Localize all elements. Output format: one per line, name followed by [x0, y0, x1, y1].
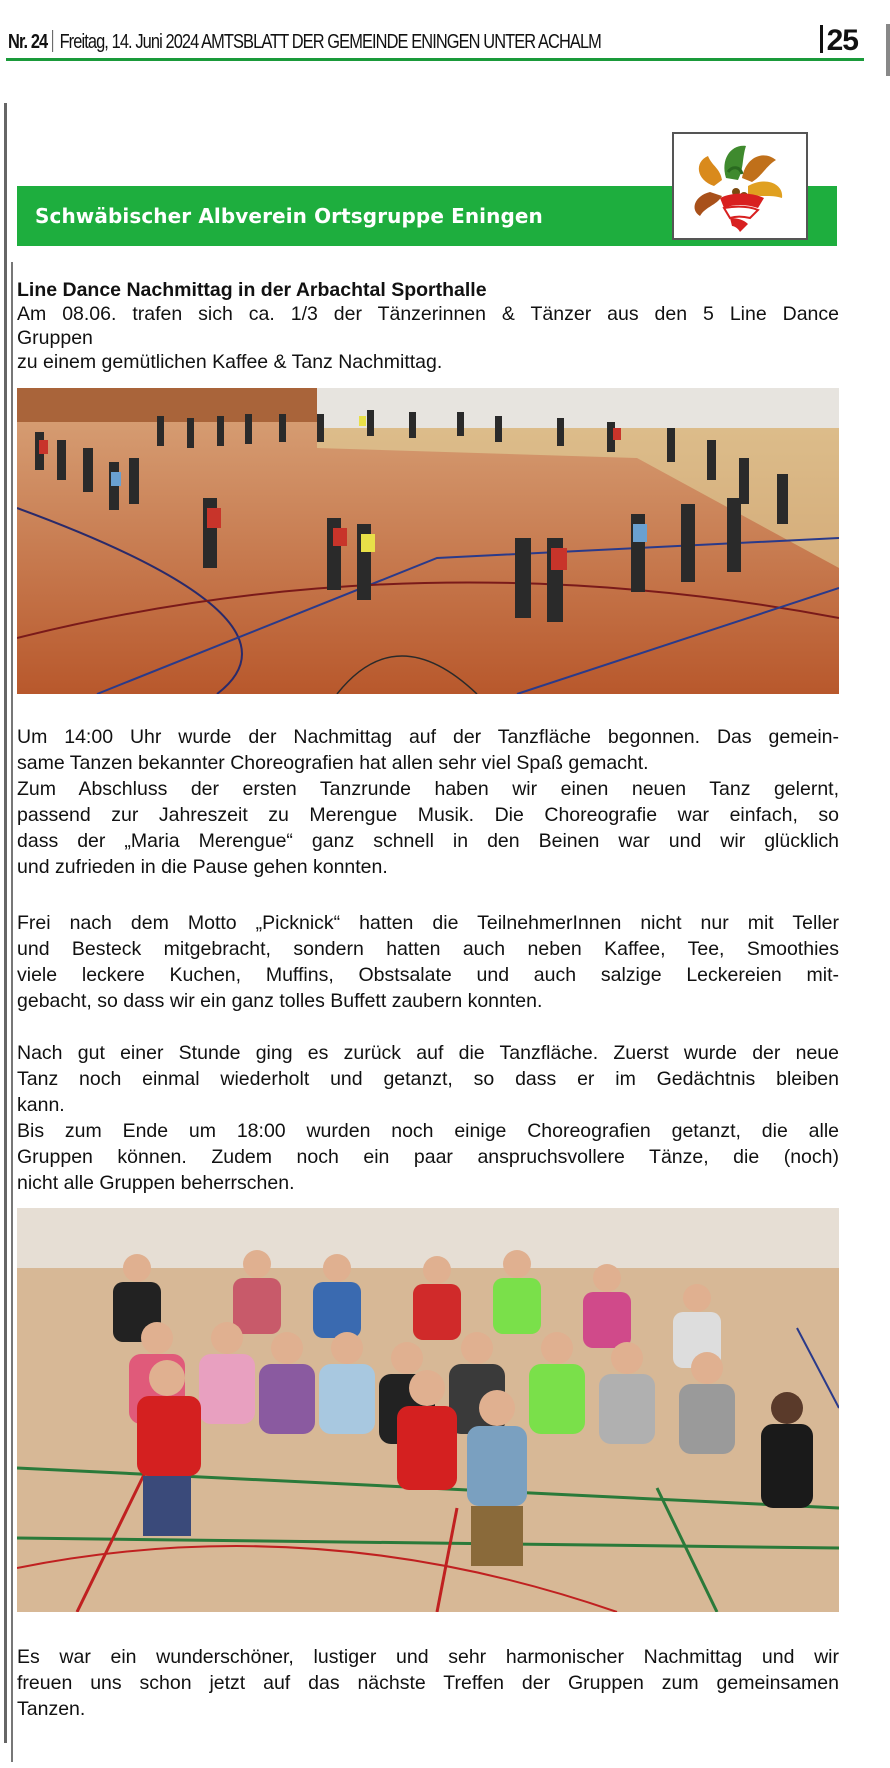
text-line: passend zur Jahreszeit zu Merengue Musik. Die Choreografie war einfach, so — [17, 804, 839, 826]
text-line: same Tanzen bekannter Choreografien hat allen sehr viel Spaß gemacht. — [17, 752, 649, 774]
text-line: freuen uns schon jetzt auf das nächste Treffen der Gruppen zum gemeinsamen — [17, 1672, 839, 1694]
paragraph-4 — [17, 1118, 839, 1196]
issue-number: Nr. 24 — [8, 31, 48, 53]
paragraph-2 — [17, 910, 839, 1014]
intro-line: Am 08.06. trafen sich ca. 1/3 der Tänzerinnen & Tänzer aus den 5 Line Dance — [17, 303, 839, 325]
intro-line: Gruppen — [17, 327, 93, 349]
header-left — [8, 30, 601, 54]
text-line: Zum Abschluss der ersten Tanzrunde haben wir einen neuen Tanz gelernt, — [17, 778, 839, 800]
text-line: Frei nach dem Motto „Picknick“ hatten die TeilnehmerInnen nicht nur mit Teller — [17, 912, 839, 934]
text-line: Es war ein wunderschöner, lustiger und sehr harmonischer Nachmittag und wir — [17, 1646, 839, 1668]
article — [17, 278, 839, 374]
header-separator — [52, 30, 53, 52]
paragraph-1 — [17, 724, 839, 880]
oak-leaves-icon — [686, 136, 796, 236]
text-line: nicht alle Gruppen beherrschen. — [17, 1172, 295, 1194]
closing-paragraph — [17, 1644, 839, 1722]
header-vertical-rule — [886, 24, 890, 76]
photo-group — [17, 1208, 839, 1612]
page-header — [6, 24, 864, 60]
text-line: und zufrieden in die Pause gehen konnten. — [17, 856, 388, 878]
text-line: Gruppen können. Zudem noch ein paar anspruchsvollere Tänze, die (noch) — [17, 1146, 839, 1168]
text-line: Nach gut einer Stunde ging es zurück auf die Tanzfläche. Zuerst wurde der neue — [17, 1042, 839, 1064]
text-line: Um 14:00 Uhr wurde der Nachmittag auf der Tanzfläche begonnen. Das gemein- — [17, 726, 839, 748]
text-line: Bis zum Ende um 18:00 wurden noch einige Choreografien getanzt, die alle — [17, 1120, 839, 1142]
text-line: dass der „Maria Merengue“ ganz schnell in den Beinen war und wir glücklich — [17, 830, 839, 852]
section-title: Schwäbischer Albverein Ortsgruppe Eningen — [35, 204, 543, 228]
page-number-block — [820, 24, 858, 58]
article-margin-rule — [11, 262, 13, 1762]
text-line: Tanz noch einmal wiederholt und getanzt, so dass er im Gedächtnis bleiben — [17, 1068, 839, 1090]
text-line: gebacht, so dass wir ein ganz tolles Buffett zaubern konnten. — [17, 990, 543, 1012]
header-rule — [6, 58, 864, 61]
text-line: Tanzen. — [17, 1698, 86, 1720]
intro-line: zu einem gemütlichen Kaffee & Tanz Nachmittag. — [17, 351, 443, 373]
text-line: viele leckere Kuchen, Muffins, Obstsalate und auch salzige Leckereien mit- — [17, 964, 839, 986]
page-number: 25 — [826, 24, 858, 57]
header-date-publication: Freitag, 14. Juni 2024 AMTSBLATT DER GEMEINDE ENINGEN UNTER ACHALM — [59, 31, 601, 53]
photo-dance-hall — [17, 388, 839, 694]
paragraph-3 — [17, 1040, 839, 1118]
article-intro — [17, 302, 839, 374]
text-line: und Besteck mitgebracht, sondern hatten auch neben Kaffee, Tee, Smoothies — [17, 938, 839, 960]
article-title: Line Dance Nachmittag in der Arbachtal Sporthalle — [17, 279, 487, 301]
margin-rule — [4, 103, 7, 1743]
text-line: kann. — [17, 1094, 65, 1116]
page-number-bar — [820, 25, 823, 53]
albverein-logo — [672, 132, 808, 240]
